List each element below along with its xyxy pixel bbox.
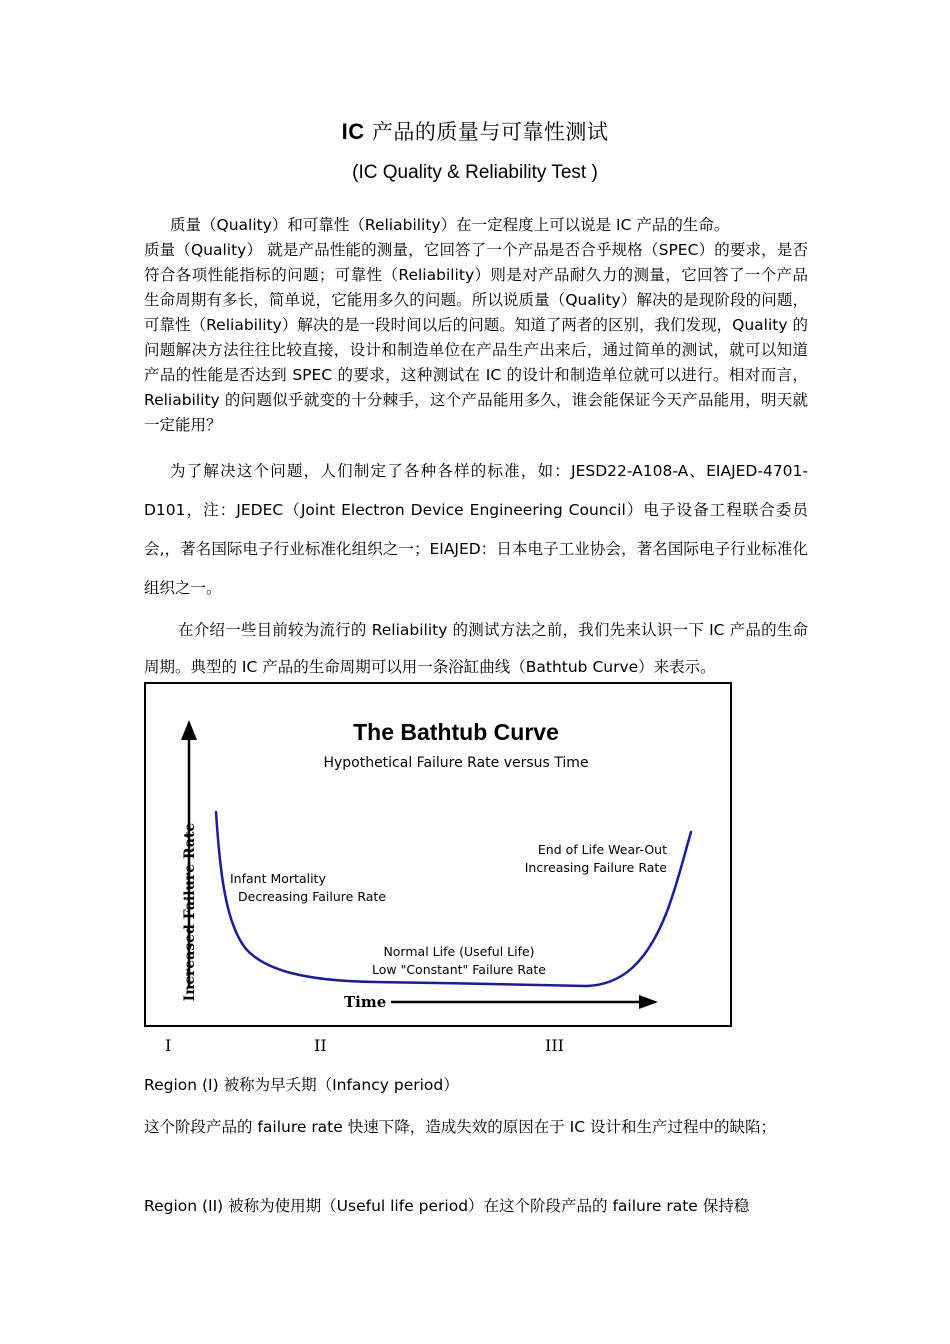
page-title xyxy=(0,116,950,146)
y-axis-label: Increased Failure Rate xyxy=(182,822,198,1002)
x-axis-arrowhead xyxy=(639,995,658,1009)
region-mark-3: III xyxy=(545,1036,564,1055)
y-axis-arrowhead xyxy=(181,720,197,740)
annotation-infant-1: Infant Mortality xyxy=(230,871,326,886)
region-mark-2: II xyxy=(314,1036,327,1055)
region-markers xyxy=(0,1036,950,1060)
lifecycle-paragraph: 在介绍一些目前较为流行的 Reliability 的测试方法之前，我们先来认识一下 IC 产品的生命周期。典型的 IC 产品的生命周期可以用一条浴缸曲线（Bathtub Curve）来表示。 xyxy=(144,621,808,676)
title-text: 产品的质量与可靠性测试 xyxy=(364,120,609,144)
annotation-wearout-1: End of Life Wear-Out xyxy=(537,842,667,857)
page-subtitle: (IC Quality & Reliability Test ) xyxy=(352,162,598,183)
bathtub-diagram xyxy=(146,684,734,1029)
figure-subtitle: Hypothetical Failure Rate versus Time xyxy=(323,755,589,771)
x-axis-label: Time xyxy=(344,993,387,1011)
annotation-wearout-2: Increasing Failure Rate xyxy=(524,860,667,875)
region-2-heading: Region (II) 被称为使用期（Useful life period）在这个阶段产品的 failure rate 保持稳 xyxy=(144,1197,750,1215)
intro-paragraph xyxy=(144,213,808,438)
figure-title: The Bathtub Curve xyxy=(353,719,559,745)
standards-paragraph: 为了解决这个问题，人们制定了各种各样的标准，如：JESD22-A108-A、EIAJED-4701-D101，注：JEDEC（Joint Electron Device Engineering Council）电子设备工程联合委员会,，著名国际电子行业标准化组织之一；EIAJED：日本电子工业协会，著名国际电子行业标准化组织之一。 xyxy=(144,462,808,597)
annotation-normal-2: Low "Constant" Failure Rate xyxy=(371,962,547,977)
intro-body: 质量（Quality） 就是产品性能的测量，它回答了一个产品是否合乎规格（SPEC）的要求，是否符合各项性能指标的问题；可靠性（Reliability）则是对产品耐久力的测量，它回答了一个产品生命周期有多长，简单说，它能用多久的问题。所以说质量（Quality）解决的是现阶段的问题，可靠性（Reliability）解决的是一段时间以后的问题。知道了两者的区别，我们发现，Quality 的问题解决方法往往比较直接，设计和制造单位在产品生产出来后，通过简单的测试，就可以知道产品的性能是否达到 SPEC 的要求，这种测试在 IC 的设计和制造单位就可以进行。相对而言，Reliability 的问题似乎就变的十分棘手，这个产品能用多久，谁会能保证今天产品能用，明天就一定能用？ xyxy=(144,241,808,434)
region-1-heading: Region (I) 被称为早夭期（Infancy period） xyxy=(144,1076,459,1094)
bathtub-figure xyxy=(144,682,732,1027)
title-ic: IC xyxy=(341,119,365,144)
region-mark-1: I xyxy=(165,1036,172,1055)
annotation-infant-2: Decreasing Failure Rate xyxy=(238,889,386,904)
intro-first-line: 质量（Quality）和可靠性（Reliability）在一定程度上可以说是 IC 产品的生命。 xyxy=(170,216,730,234)
annotation-normal-1: Normal Life (Useful Life) xyxy=(383,944,535,959)
region-1-description: 这个阶段产品的 failure rate 快速下降，造成失效的原因在于 IC 设计和生产过程中的缺陷； xyxy=(144,1118,776,1136)
